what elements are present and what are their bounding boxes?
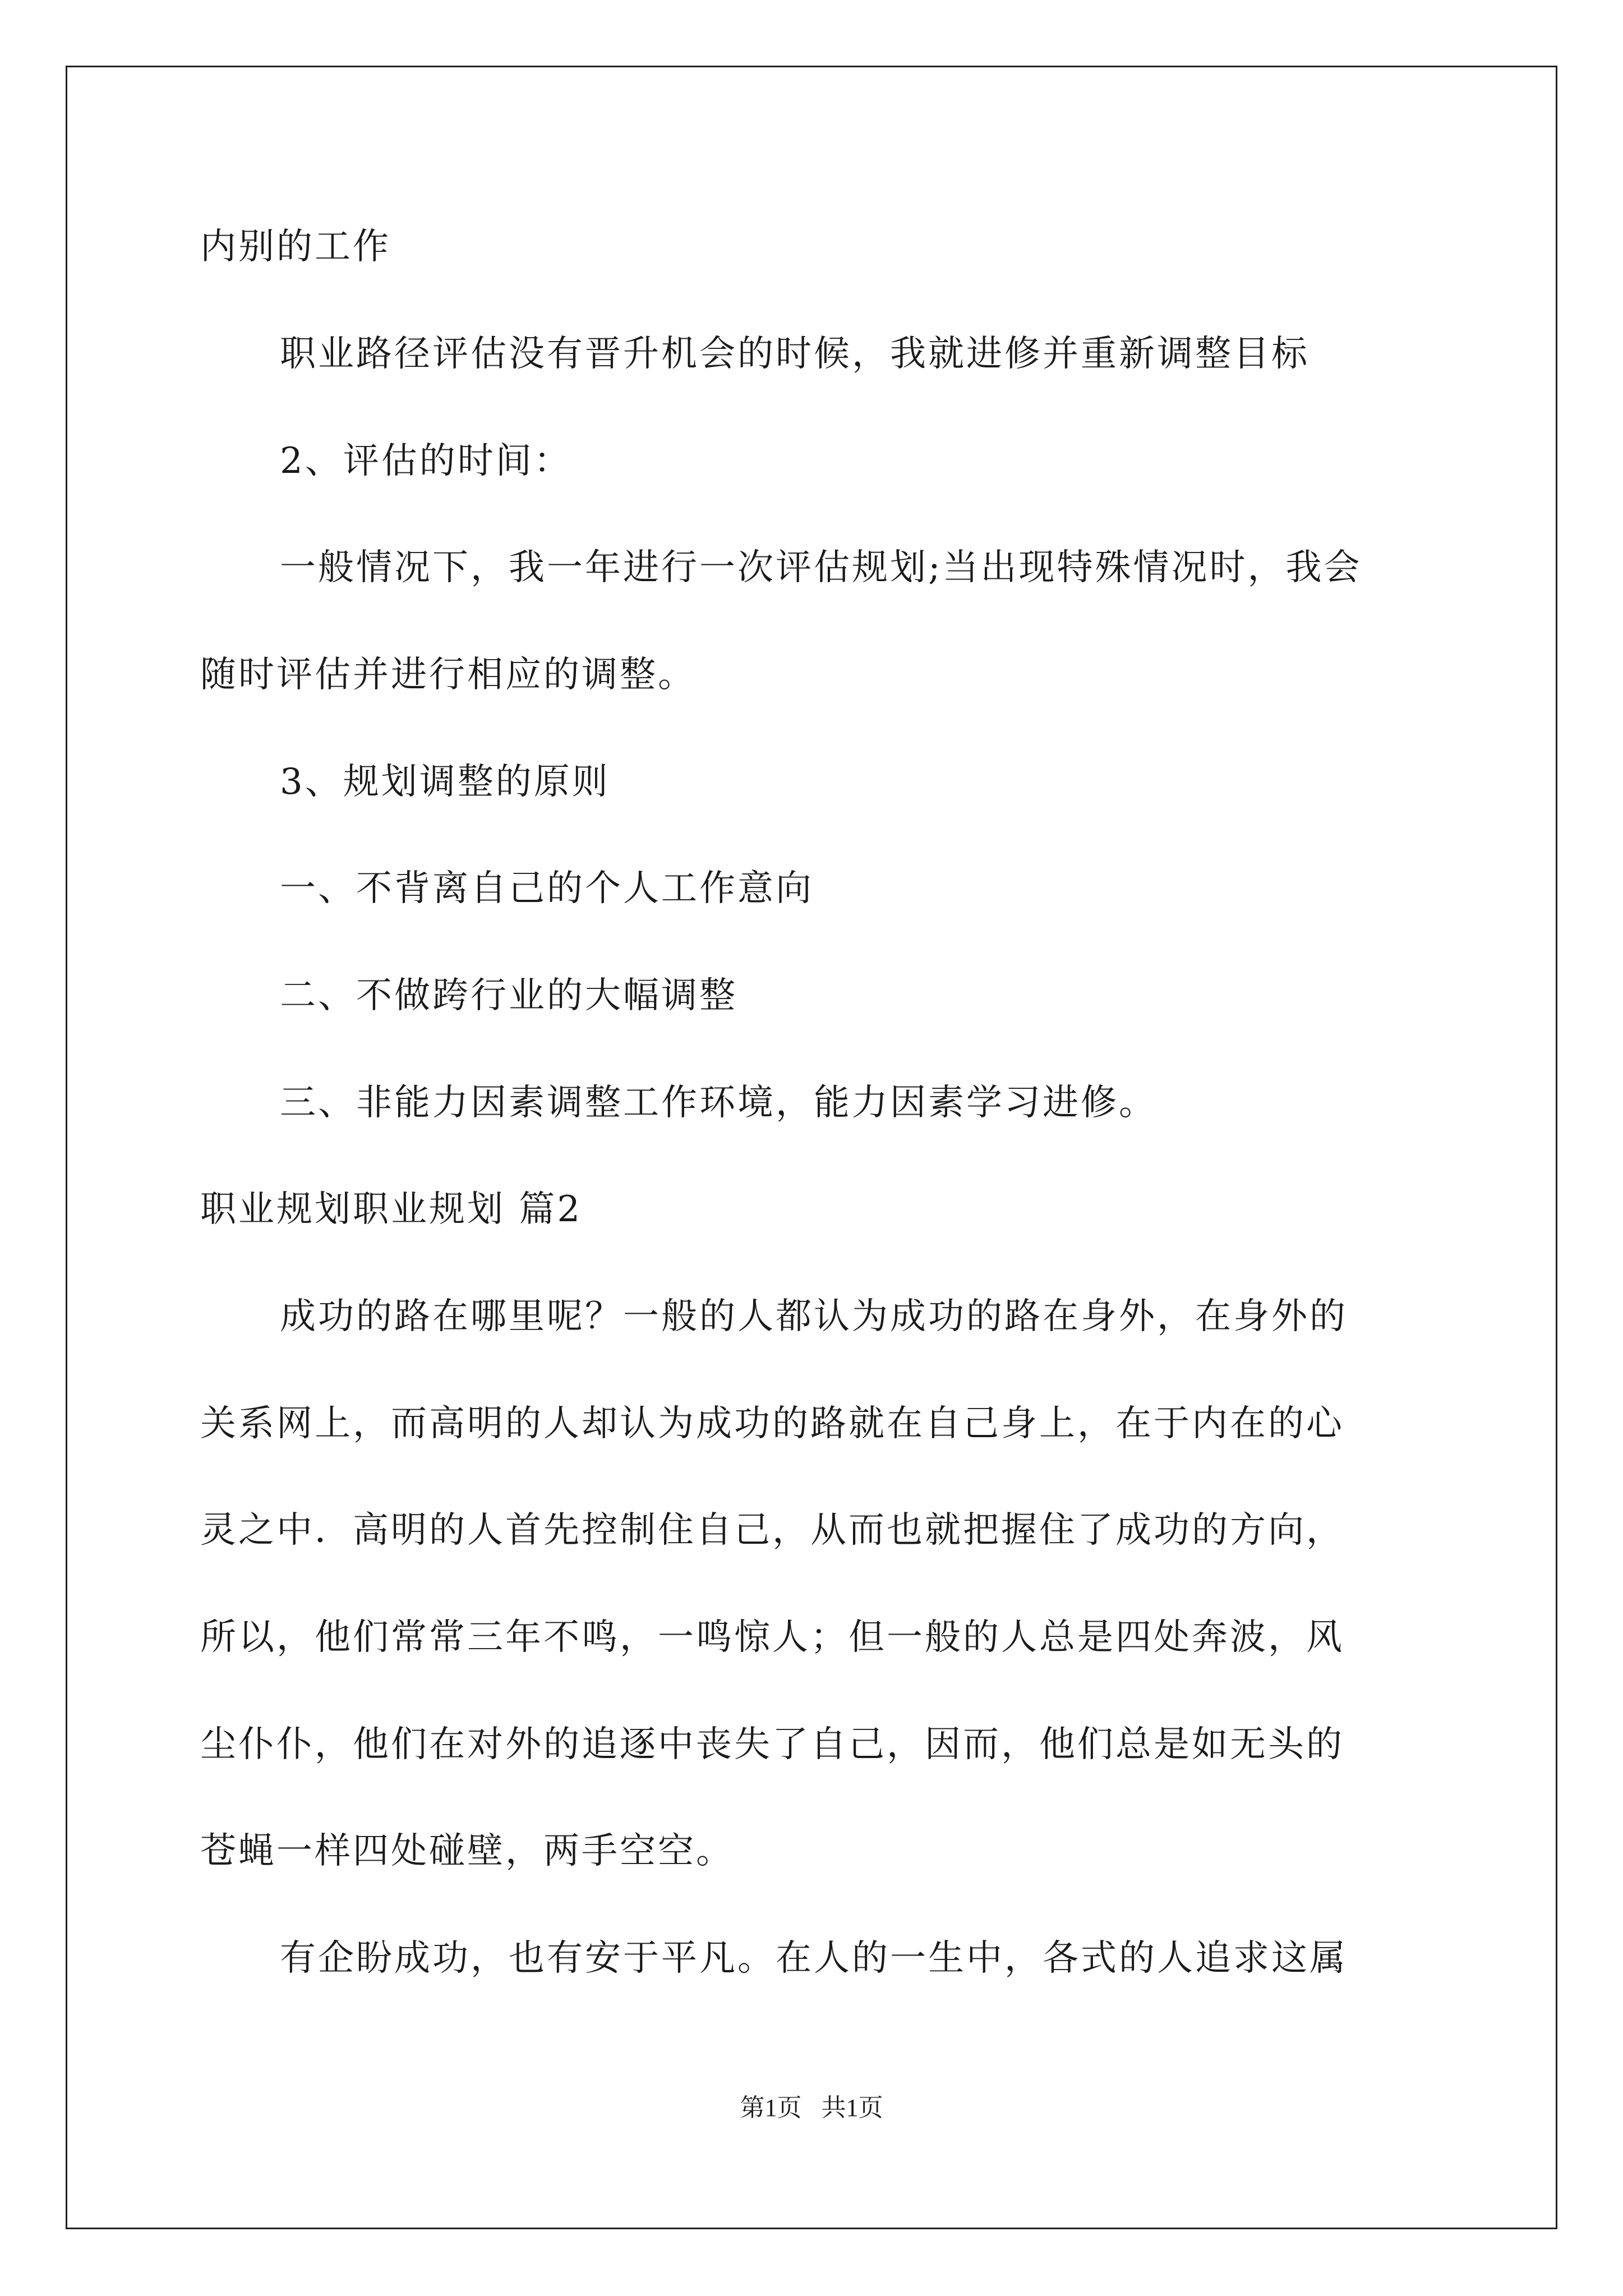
- page-border: [66, 66, 1557, 2229]
- page-footer: [0, 2091, 1623, 2125]
- text-line: 关系网上，而高明的人却认为成功的路就在自己身上，在于内在的心: [200, 1403, 1344, 1444]
- text-line: 灵之中．高明的人首先控制住自己，从而也就把握住了成功的方向，: [200, 1510, 1344, 1551]
- text-line: 所以，他们常常三年不鸣，一鸣惊人；但一般的人总是四处奔波，风: [200, 1617, 1344, 1658]
- text-line: 三、非能力因素调整工作环境，能力因素学习进修。: [280, 1082, 1157, 1124]
- text-line: 2、评估的时间：: [280, 440, 572, 482]
- text-line: 一、不背离自己的个人工作意向: [280, 868, 814, 909]
- text-line: 3、规划调整的原则: [280, 761, 610, 803]
- text-line: 苍蝇一样四处碰壁，两手空空。: [200, 1830, 734, 1872]
- text-line: 一般情况下，我一年进行一次评估规划;当出现特殊情况时，我会: [280, 547, 1362, 588]
- section-heading: 职业规划职业规划 篇2: [200, 1189, 583, 1230]
- page-number: 第1页: [740, 2094, 802, 2122]
- text-line: 成功的路在哪里呢？一般的人都认为成功的路在身外，在身外的: [280, 1296, 1348, 1337]
- text-line: 内别的工作: [200, 226, 391, 268]
- text-line: 有企盼成功，也有安于平凡。在人的一生中，各式的人追求这属: [280, 1938, 1348, 1979]
- text-line: 尘仆仆，他们在对外的追逐中丧失了自己，因而，他们总是如无头的: [200, 1724, 1344, 1765]
- page-total: 共1页: [821, 2094, 883, 2122]
- text-line: 随时评估并进行相应的调整。: [200, 654, 696, 696]
- text-line: 职业路径评估没有晋升机会的时候，我就进修并重新调整目标: [280, 333, 1310, 375]
- text-line: 二、不做跨行业的大幅调整: [280, 975, 737, 1016]
